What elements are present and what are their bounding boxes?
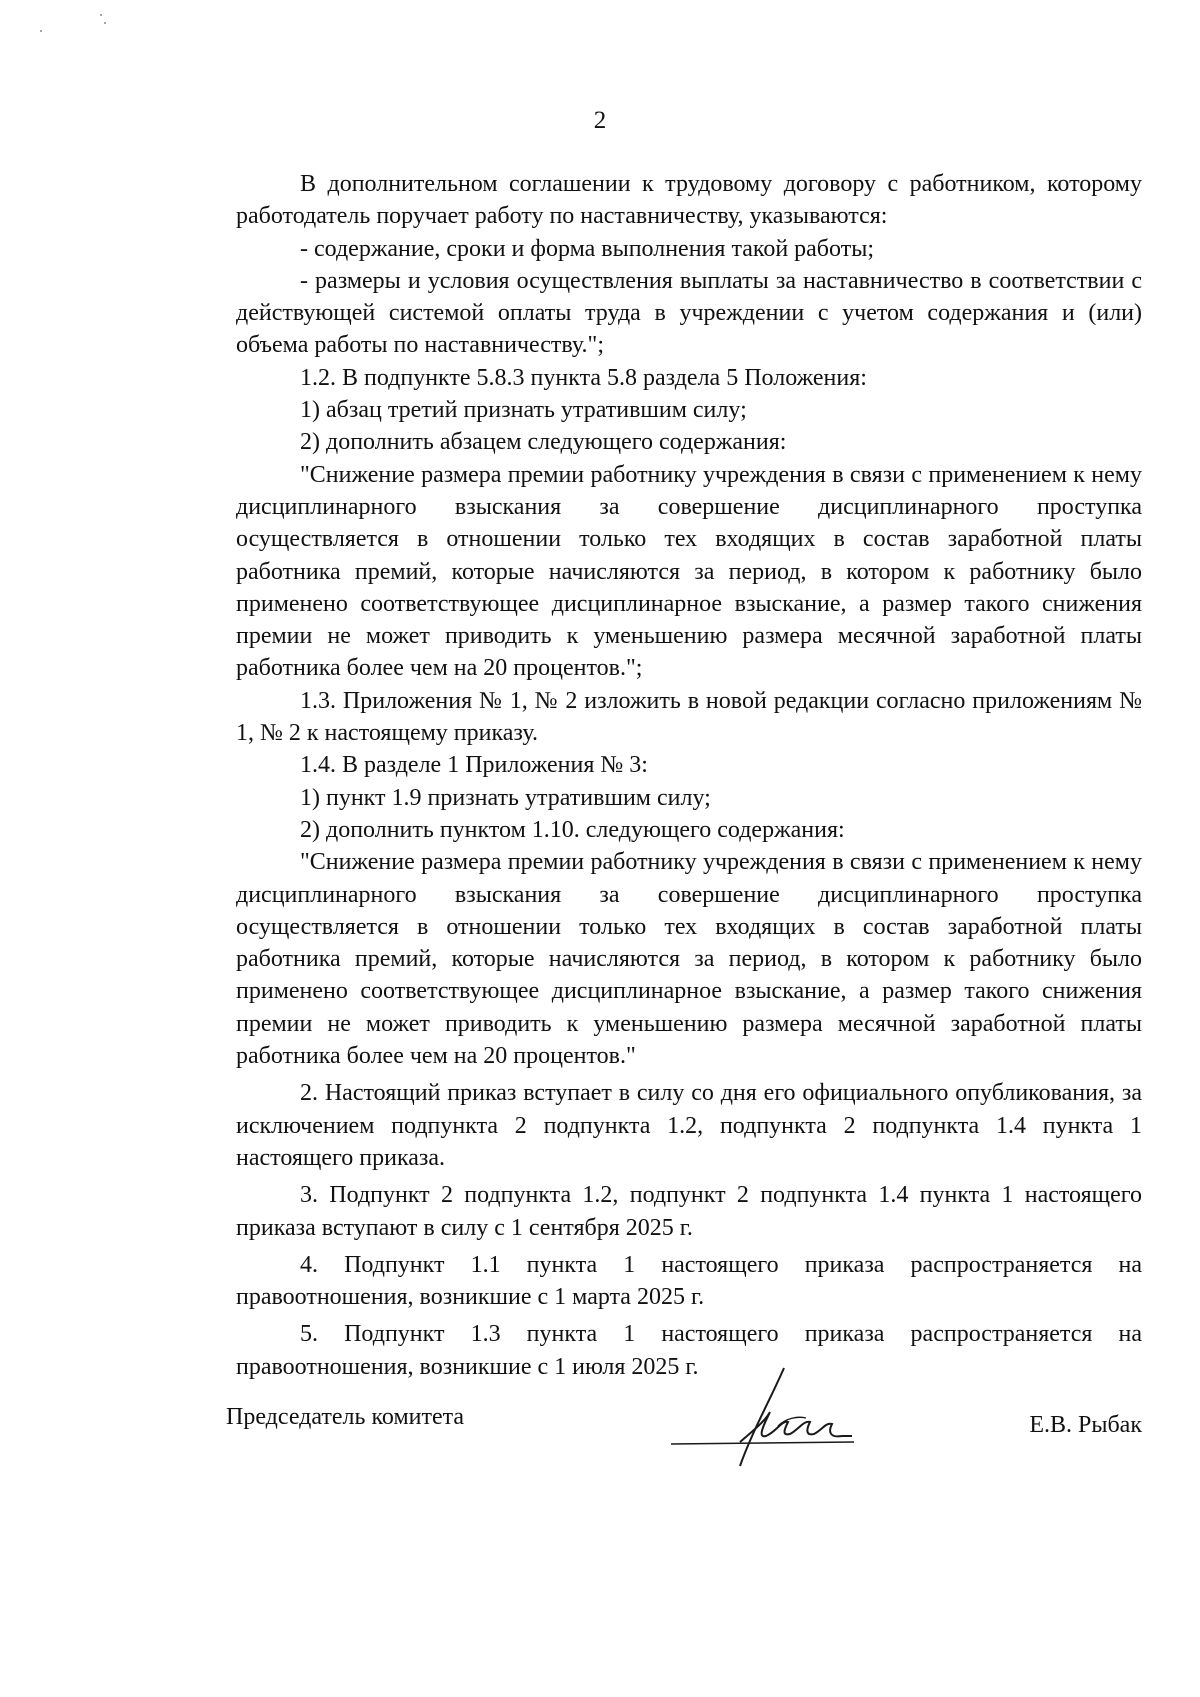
- signatory-name: Е.В. Рыбак: [1029, 1412, 1142, 1438]
- scan-speck: [100, 14, 102, 16]
- scan-speck: [104, 22, 106, 24]
- paragraph: - содержание, сроки и форма выполнения такой работы;: [300, 235, 874, 262]
- handwritten-signature: [666, 1360, 856, 1470]
- paragraph: 5. Подпункт 1.3 пункта 1 настоящего приказа распространяется на правоотношения, возникшие с 1 июля 2025 г.: [236, 1321, 1142, 1380]
- paragraph: 2. Настоящий приказ вступает в силу со дня его официального опубликования, за исключением подпункта 2 подпункта 1.2, подпункта 2 подпункта 1.4 пункта 1 настоящего приказа.: [236, 1080, 1142, 1171]
- paragraph: "Снижение размера премии работнику учреждения в связи с применением к нему дисциплинарного взыскания за совершение дисциплинарного проступка осуществляется в отношении только тех входящих в состав заработной платы работника премий, которые начисляются за период, в котором к работнику было применено соответствующее дисциплинарное взыскание, а размер такого снижения премии не может приводить к уменьшению размера месячной заработной платы работника более чем на 20 процентов.";: [236, 461, 1142, 682]
- paragraph: В дополнительном соглашении к трудовому договору с работником, которому работодатель поручает работу по наставничеству, указываются:: [236, 171, 1142, 230]
- paragraph: 4. Подпункт 1.1 пункта 1 настоящего приказа распространяется на правоотношения, возникшие с 1 марта 2025 г.: [236, 1251, 1142, 1311]
- scan-speck: [40, 30, 42, 32]
- document-body: [236, 168, 1142, 1383]
- paragraph: 1.3. Приложения № 1, № 2 изложить в новой редакции согласно приложениям № 1, № 2 к настоящему приказу.: [236, 687, 1142, 747]
- paragraph: 2) дополнить абзацем следующего содержания:: [300, 429, 787, 456]
- paragraph: 1.4. В разделе 1 Приложения № 3:: [300, 752, 648, 779]
- signatory-position: Председатель комитета: [226, 1404, 465, 1430]
- paragraph: 3. Подпункт 2 подпункта 1.2, подпункт 2 подпункта 1.4 пункта 1 настоящего приказа вступают в силу с 1 сентября 2025 г.: [236, 1182, 1142, 1241]
- paragraph: 1.2. В подпункте 5.8.3 пункта 5.8 раздела 5 Положения:: [300, 364, 867, 391]
- paragraph: "Снижение размера премии работнику учреждения в связи с применением к нему дисциплинарного взыскания за совершение дисциплинарного проступка осуществляется в отношении только тех входящих в состав заработной платы работника премий, которые начисляются за период, в котором к работнику было применено соответствующее дисциплинарное взыскание, а размер такого снижения премии не может приводить к уменьшению размера месячной заработной платы работника более чем на 20 процентов.": [236, 849, 1142, 1070]
- signature-block: [226, 1380, 1142, 1480]
- paragraph: - размеры и условия осуществления выплаты за наставничество в соответствии с действующей системой оплаты труда в учреждении с учетом содержания и (или) объема работы по наставничеству.";: [236, 267, 1142, 359]
- paragraph: 1) абзац третий признать утратившим силу;: [300, 397, 747, 424]
- page-number: 2: [593, 107, 607, 134]
- paragraph: 1) пункт 1.9 признать утратившим силу;: [300, 784, 711, 811]
- paragraph: 2) дополнить пунктом 1.10. следующего содержания:: [300, 816, 845, 843]
